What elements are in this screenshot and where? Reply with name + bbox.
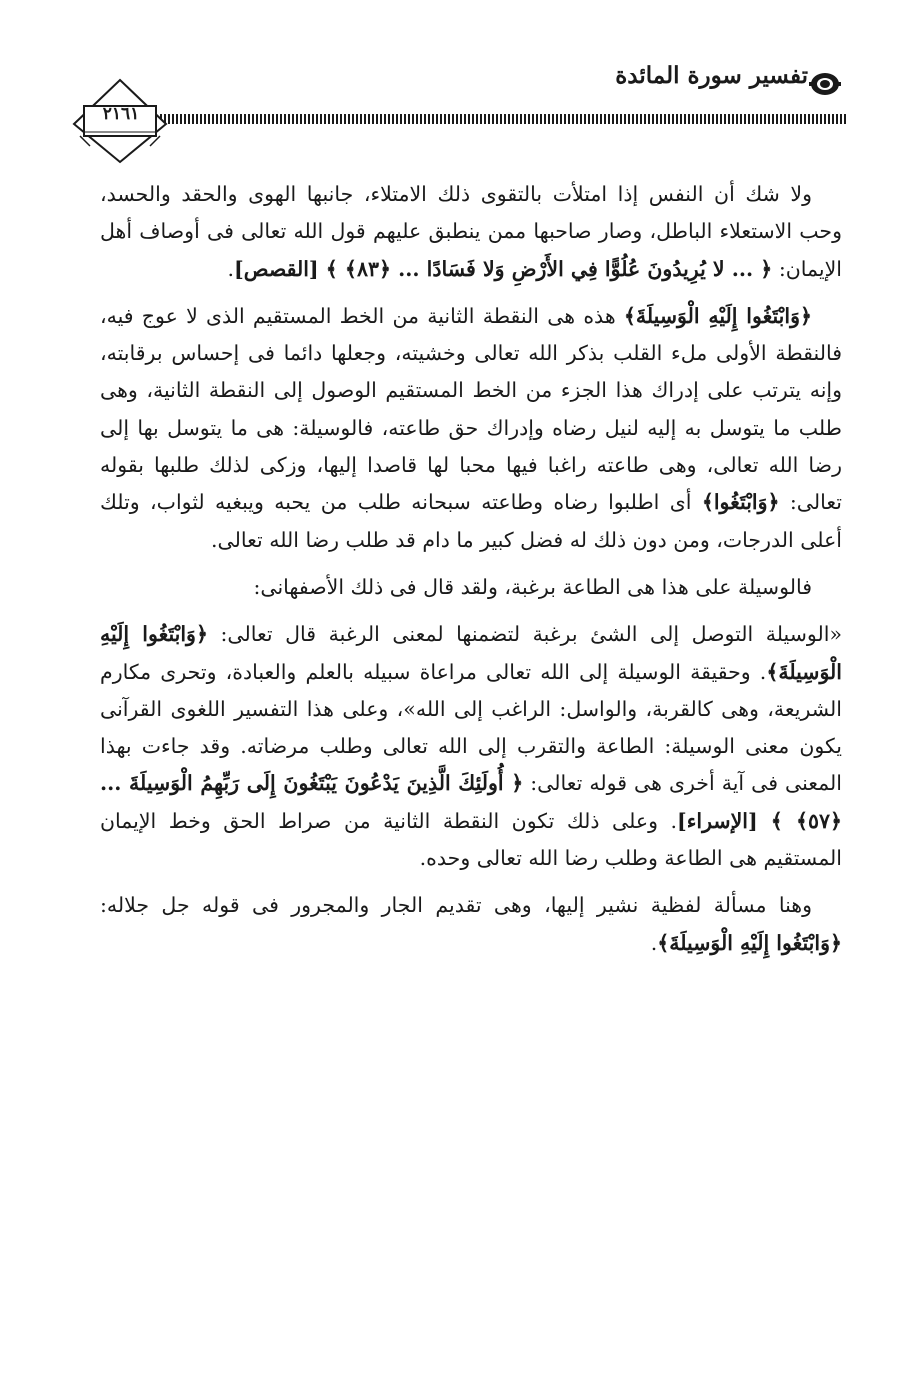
surah-reference: [الإسراء] bbox=[677, 808, 771, 833]
header-rule bbox=[160, 114, 846, 124]
paragraph-text: ولا شك أن النفس إذا امتلأت بالتقوى ذلك الامتلاء، جانبها الهوى والحقد والحسد، وحب الاستعلاء الباطل، وصار صاحبها ممن ينطبق عليهم قول الله تعالى فى أوصاف أهل الإيمان: bbox=[100, 182, 842, 281]
paragraph-text: «الوسيلة التوصل إلى الشئ برغبة لتضمنها لمعنى الرغبة قال تعالى: bbox=[207, 622, 842, 647]
paragraph-text: فالوسيلة على هذا هى الطاعة برغبة، ولقد قال فى ذلك الأصفهانى: bbox=[253, 574, 812, 599]
paragraph-text: هذه هى النقطة الثانية من الخط المستقيم الذى لا عوج فيه، فالنقطة الأولى ملء القلب بذكر الله تعالى وخشيته، وجعلها دائما فى إحساس برقابته، وإنه يترتب على إدراك هذا الجزء من الخط المستقيم الوصول إلى النقطة الثانية، وهى طلب ما يتوسل به إليه لنيل رضاه وإدراك حق طاعته، فالوسيلة: هى ما يتوسل بها إلى رضا الله تعالى، وهى طاعته راغبا فيها محبا لها قاصدا إليها، وزكى لذلك طلبها بقوله تعالى: bbox=[100, 303, 842, 515]
quran-verse: ﴿وَابْتَغُوا إِلَيْهِ الْوَسِيلَةَ﴾ bbox=[100, 622, 842, 684]
paragraph-4 bbox=[100, 616, 842, 877]
page-number: ٢١٦١ bbox=[102, 104, 140, 124]
surah-reference: [القصص] bbox=[234, 256, 326, 281]
paragraph-text: . وعلى ذلك تكون النقطة الثانية من صراط الحق وخط الإيمان المستقيم هى الطاعة وطلب رضا الله تعالى وحده. bbox=[100, 808, 842, 871]
paragraph-text: . وحقيقة الوسيلة إلى الله تعالى مراعاة سبيله بالعلم والعبادة، وتحرى مكارم الشريعة، وهى كالقربة، والواسل: الراغب إلى الله»، وعلى هذا التفسير اللغوى القرآنى يكون معنى الوسيلة: الطاعة والتقرب إلى الله تعالى وطلب مرضاته. وقد جاءت بهذا المعنى فى آية أخرى هى قوله تعالى: bbox=[100, 659, 842, 796]
quran-verse: ﴿وَابْتَغُوا إِلَيْهِ الْوَسِيلَةَ﴾ bbox=[657, 930, 842, 955]
paragraph-1 bbox=[100, 176, 842, 288]
quran-verse: ﴿وَابْتَغُوا﴾ bbox=[701, 490, 780, 515]
paragraph-text: . bbox=[227, 256, 235, 281]
paragraph-text: وهنا مسألة لفظية نشير إليها، وهى تقديم الجار والمجرور فى قوله جل جلاله: bbox=[100, 893, 812, 918]
paragraph-2 bbox=[100, 298, 842, 559]
header-title: تفسير سورة المائدة bbox=[615, 62, 808, 89]
page-body bbox=[100, 176, 842, 972]
page-header bbox=[0, 0, 914, 170]
quran-verse: ﴿وَابْتَغُوا إِلَيْهِ الْوَسِيلَةَ﴾ bbox=[623, 303, 812, 328]
ornament-icon bbox=[808, 70, 842, 98]
paragraph-3 bbox=[100, 569, 842, 606]
paragraph-text: أى اطلبوا رضاه وطاعته سبحانه طلب من يحبه ويبغيه لثواب، وتلك أعلى الدرجات، ومن دون ذلك له فضل كبير ما دام قد طلب رضا الله تعالى. bbox=[100, 490, 842, 552]
paragraph-5 bbox=[100, 887, 842, 962]
paragraph-text: . bbox=[650, 930, 658, 955]
quran-verse: ﴿ ... لا يُرِيدُونَ عُلُوًّا فِي الأَرْضِ وَلا فَسَادًا ... ﴿٨٣﴾ ﴾ bbox=[325, 256, 773, 281]
quran-verse: ﴿ أُولَئِكَ الَّذِينَ يَدْعُونَ يَبْتَغُونَ إِلَى رَبِّهِمُ الْوَسِيلَةَ ... ﴿٥٧﴾ ﴾ bbox=[100, 771, 843, 833]
